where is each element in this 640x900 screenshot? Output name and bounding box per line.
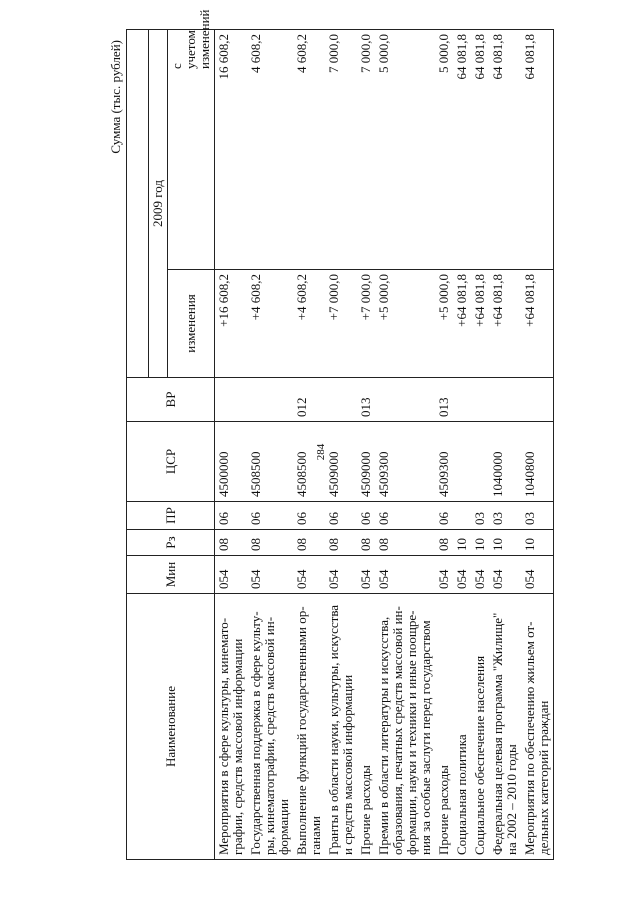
row-total: 7 000,0 — [325, 30, 357, 270]
row-pr: 06 — [357, 502, 375, 530]
header-csr: ЦСР — [127, 422, 215, 502]
header-pr: ПР — [127, 502, 215, 530]
row-vr: 012 — [293, 378, 325, 422]
row-rz: 08 — [247, 530, 293, 556]
row-min: 054 — [453, 556, 471, 594]
row-change: +7 000,0 — [357, 270, 375, 378]
row-pr: 06 — [293, 502, 325, 530]
row-rz: 08 — [357, 530, 375, 556]
row-min: 054 — [521, 556, 554, 594]
header-spacer — [127, 30, 149, 378]
row-name: Социальное обеспечение населения — [471, 594, 489, 860]
row-change: +16 608,2 — [215, 270, 248, 378]
header-rz: Рз — [127, 530, 215, 556]
row-change: +4 608,2 — [247, 270, 293, 378]
page-number: 284 — [315, 443, 327, 461]
row-total: 64 081,8 — [453, 30, 471, 270]
row-rz: 08 — [293, 530, 325, 556]
row-pr: 06 — [215, 502, 248, 530]
row-change: +7 000,0 — [325, 270, 357, 378]
row-min: 054 — [435, 556, 453, 594]
row-vr — [375, 378, 435, 422]
row-csr: 4500000 — [215, 422, 248, 502]
row-change: +64 081,8 — [453, 270, 471, 378]
row-csr: 4509000 — [357, 422, 375, 502]
table-row — [489, 30, 521, 860]
table-row — [453, 30, 471, 860]
row-name: Выполнение функций государственными ор-ганами — [293, 594, 325, 860]
row-csr: 4508500 — [293, 422, 325, 502]
header-with-changes: с учетом изменений — [168, 30, 215, 270]
row-total: 4 608,2 — [247, 30, 293, 270]
header-name: Наименование — [127, 594, 215, 860]
budget-table — [126, 9, 554, 860]
row-vr — [489, 378, 521, 422]
row-vr — [471, 378, 489, 422]
row-name: Прочие расходы — [435, 594, 453, 860]
row-change: +5 000,0 — [435, 270, 453, 378]
row-change: +64 081,8 — [471, 270, 489, 378]
row-csr: 4509000 — [325, 422, 357, 502]
row-vr — [453, 378, 471, 422]
header-vr: ВР — [127, 378, 215, 422]
row-min: 054 — [293, 556, 325, 594]
row-name: Мероприятия по обеспечению жильем от-дельных категорий граждан — [521, 594, 554, 860]
header-year: 2009 год — [149, 30, 168, 378]
row-rz: 08 — [435, 530, 453, 556]
table-row — [471, 30, 489, 860]
row-vr — [521, 378, 554, 422]
row-total: 5 000,0 — [375, 30, 435, 270]
table-row — [521, 30, 554, 860]
table-row — [215, 30, 248, 860]
row-vr — [215, 378, 248, 422]
row-name: Прочие расходы — [357, 594, 375, 860]
row-change: +64 081,8 — [521, 270, 554, 378]
row-total: 64 081,8 — [489, 30, 521, 270]
row-rz: 08 — [215, 530, 248, 556]
row-change: +4 608,2 — [293, 270, 325, 378]
row-total: 16 608,2 — [215, 30, 248, 270]
row-csr: 4509300 — [435, 422, 453, 502]
row-min: 054 — [375, 556, 435, 594]
row-pr: 06 — [435, 502, 453, 530]
rotated-page-content — [108, 9, 588, 860]
row-total: 64 081,8 — [521, 30, 554, 270]
row-rz: 08 — [325, 530, 357, 556]
row-vr: 013 — [357, 378, 375, 422]
row-name: Мероприятия в сфере культуры, кинемато-графии, средств массовой информации — [215, 594, 248, 860]
row-change: +5 000,0 — [375, 270, 435, 378]
row-name: Гранты в области науки, культуры, искусства и средств массовой информации — [325, 594, 357, 860]
row-rz: 10 — [521, 530, 554, 556]
header-min: Мин — [127, 556, 215, 594]
row-pr: 06 — [325, 502, 357, 530]
table-row — [247, 30, 293, 860]
row-csr: 4508500 — [247, 422, 293, 502]
row-rz: 08 — [375, 530, 435, 556]
row-change: +64 081,8 — [489, 270, 521, 378]
row-min: 054 — [247, 556, 293, 594]
row-total: 64 081,8 — [471, 30, 489, 270]
row-name: Социальная политика — [453, 594, 471, 860]
row-vr — [247, 378, 293, 422]
row-pr: 03 — [489, 502, 521, 530]
row-vr: 013 — [435, 378, 453, 422]
row-name: Федеральная целевая программа "Жилище" на 2002 – 2010 годы — [489, 594, 521, 860]
table-row — [293, 30, 325, 860]
header-change: изменения — [168, 270, 215, 378]
row-min: 054 — [325, 556, 357, 594]
row-rz: 10 — [489, 530, 521, 556]
table-row — [435, 30, 453, 860]
sum-caption: Сумма (тыс. рублей) — [108, 40, 123, 154]
row-min: 054 — [215, 556, 248, 594]
row-min: 054 — [489, 556, 521, 594]
row-csr — [453, 422, 471, 502]
row-pr: 06 — [247, 502, 293, 530]
row-pr — [453, 502, 471, 530]
row-total: 5 000,0 — [435, 30, 453, 270]
row-csr: 1040000 — [489, 422, 521, 502]
row-rz: 10 — [471, 530, 489, 556]
row-rz: 10 — [453, 530, 471, 556]
table-row — [357, 30, 375, 860]
table-row — [375, 30, 435, 860]
row-total: 4 608,2 — [293, 30, 325, 270]
row-csr — [471, 422, 489, 502]
row-vr — [325, 378, 357, 422]
row-csr: 1040800 — [521, 422, 554, 502]
row-pr: 03 — [521, 502, 554, 530]
row-csr: 4509300 — [375, 422, 435, 502]
row-min: 054 — [357, 556, 375, 594]
row-total: 7 000,0 — [357, 30, 375, 270]
row-pr: 06 — [375, 502, 435, 530]
table-row — [325, 30, 357, 860]
row-name: Государственная поддержка в сфере культу-ры, кинематографии, средств массовой ин-формации — [247, 594, 293, 860]
row-name: Премии в области литературы и искусства, образования, печатных средств массовой ин-формации, науки и техники и иные поощре-ния за особые заслуги перед государством — [375, 594, 435, 860]
row-min: 054 — [471, 556, 489, 594]
row-pr: 03 — [471, 502, 489, 530]
